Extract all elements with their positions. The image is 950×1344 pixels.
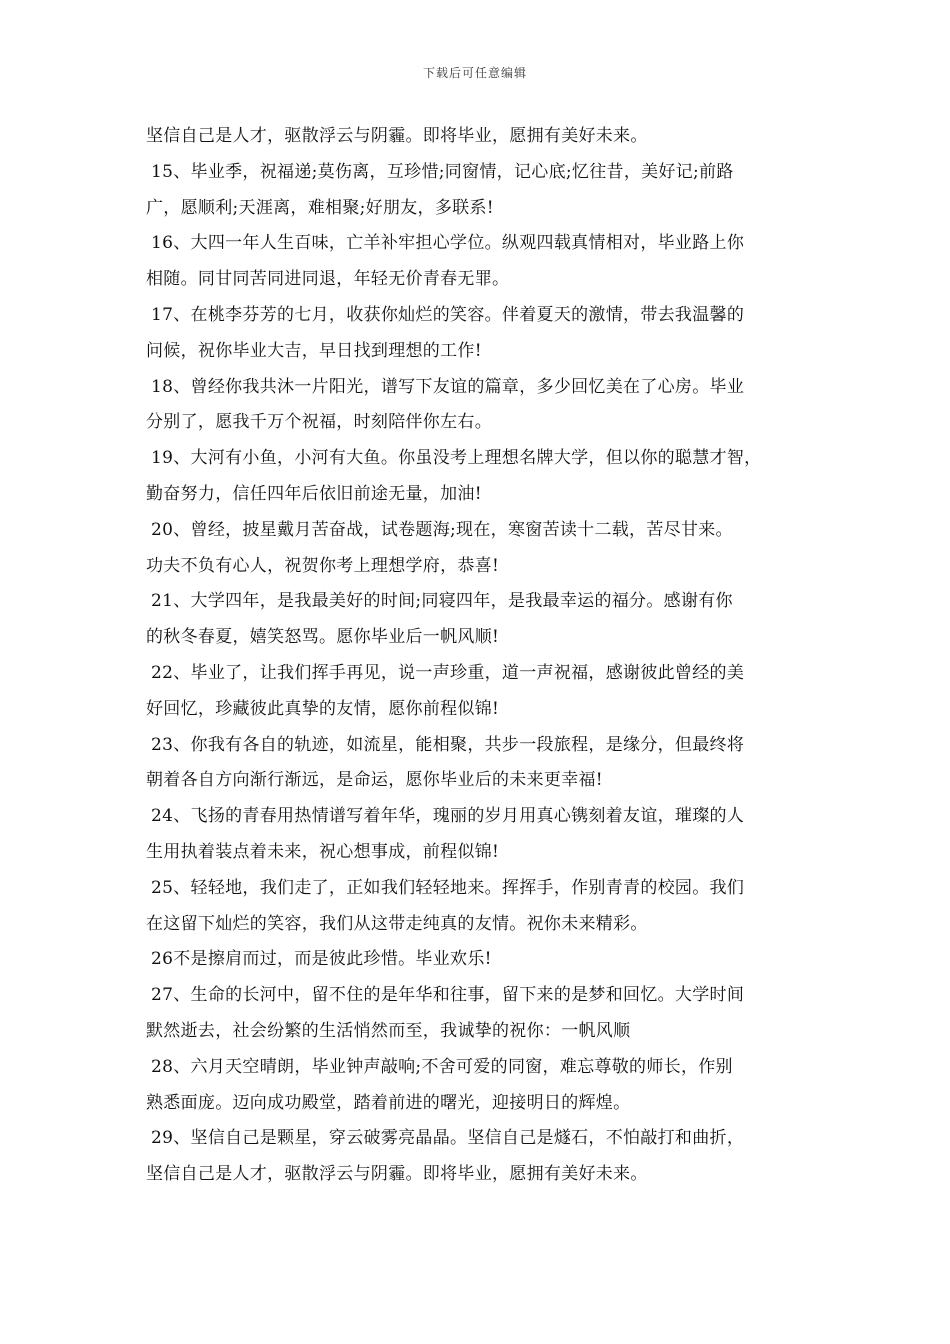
text-line: 坚信自己是人才，驱散浮云与阴霾。即将毕业，愿拥有美好未来。 xyxy=(146,1164,648,1185)
text-line: 默然逝去，社会纷繁的生活悄然而至，我诚挚的祝你：一帆风顺 xyxy=(146,1020,631,1041)
text-line: 25、轻轻地，我们走了，正如我们轻轻地来。挥挥手，作别青青的校园。我们 xyxy=(151,877,745,898)
text-line: 17、在桃李芬芳的七月，收获你灿烂的笑容。伴着夏天的激情，带去我温馨的 xyxy=(151,304,745,325)
text-line: 23、你我有各自的轨迹，如流星，能相聚，共步一段旅程，是缘分，但最终将 xyxy=(151,734,745,755)
text-line: 20、曾经，披星戴月苦奋战，试卷题海;现在，寒窗苦读十二载，苦尽甘来。 xyxy=(151,519,733,540)
text-line: 16、大四一年人生百味，亡羊补牢担心学位。纵观四载真情相对，毕业路上你 xyxy=(151,233,745,254)
text-line: 熟悉面庞。迈向成功殿堂，踏着前进的曙光，迎接明日的辉煌。 xyxy=(146,1092,631,1113)
text-line: 22、毕业了，让我们挥手再见，说一声珍重，道一声祝福，感谢彼此曾经的美 xyxy=(151,662,745,683)
text-line: 28、六月天空晴朗，毕业钟声敲响;不舍可爱的同窗，难忘尊敬的师长，作别 xyxy=(151,1056,733,1077)
text-line: 问候，祝你毕业大吉，早日找到理想的工作! xyxy=(146,340,482,361)
text-line: 19、大河有小鱼，小河有大鱼。你虽没考上理想名牌大学，但以你的聪慧才智， xyxy=(151,448,762,469)
text-line: 15、毕业季，祝福递;莫伤离，互珍惜;同窗情，记心底;忆往昔，美好记;前路 xyxy=(151,161,734,182)
text-line: 分别了，愿我千万个祝福，时刻陪伴你左右。 xyxy=(146,412,492,433)
text-line: 29、坚信自己是颗星，穿云破雾亮晶晶。坚信自己是燧石，不怕敲打和曲折， xyxy=(151,1128,745,1149)
text-line: 朝着各自方向渐行渐远，是命运，愿你毕业后的未来更幸福! xyxy=(146,770,603,791)
text-line: 21、大学四年，是我最美好的时间;同寝四年，是我最幸运的福分。感谢有你 xyxy=(151,591,733,612)
text-line: 生用执着装点着未来，祝心想事成，前程似锦! xyxy=(146,841,500,862)
text-line: 18、曾经你我共沐一片阳光，谱写下友谊的篇章，多少回忆美在了心房。毕业 xyxy=(151,376,745,397)
text-line: 坚信自己是人才，驱散浮云与阴霾。即将毕业，愿拥有美好未来。 xyxy=(146,126,648,146)
text-line: 24、飞扬的青春用热情谱写着年华，瑰丽的岁月用真心镌刻着友谊，璀璨的人 xyxy=(151,806,745,827)
text-line: 勤奋努力，信任四年后依旧前途无量，加油! xyxy=(146,483,482,504)
text-line: 功夫不负有心人，祝贺你考上理想学府，恭喜! xyxy=(146,555,500,576)
text-line: 的秋冬春夏，嬉笑怒骂。愿你毕业后一帆风顺! xyxy=(146,627,500,648)
text-line: 相随。同甘同苦同进同退，年轻无价青春无罪。 xyxy=(146,269,510,290)
document-body xyxy=(146,124,810,1198)
text-line: 好回忆，珍藏彼此真挚的友情，愿你前程似锦! xyxy=(146,698,500,719)
text-line: 27、生命的长河中，留不住的是年华和往事，留下来的是梦和回忆。大学时间 xyxy=(151,985,745,1006)
text-line: 在这留下灿烂的笑容，我们从这带走纯真的友情。祝你未来精彩。 xyxy=(146,913,648,934)
page-header: 下载后可任意编辑 xyxy=(422,66,527,80)
text-line: 26不是擦肩而过，而是彼此珍惜。毕业欢乐! xyxy=(151,949,492,970)
text-line: 广，愿顺利;天涯离，难相聚;好朋友，多联系! xyxy=(146,197,494,218)
